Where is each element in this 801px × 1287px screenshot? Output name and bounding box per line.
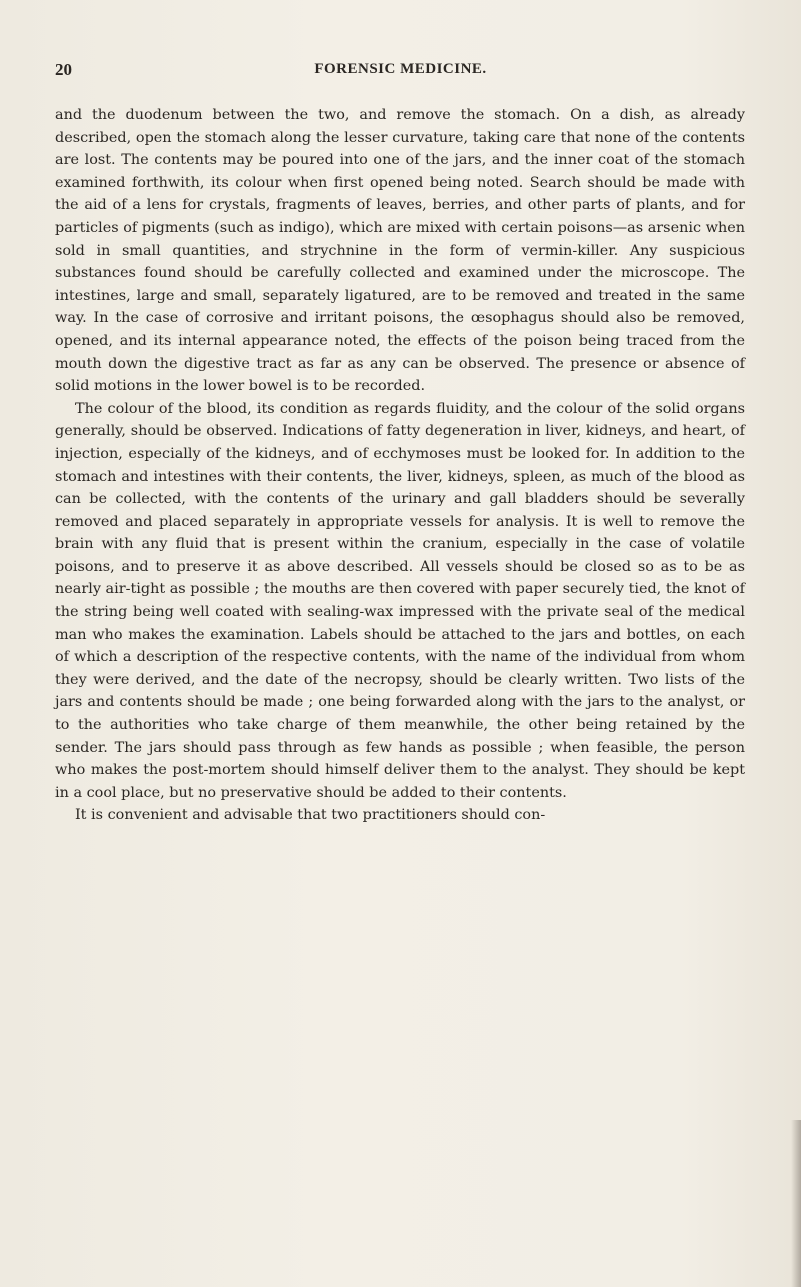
paragraph: The colour of the blood, its condition as regards fluidity, and the colour of the solid organs generally, should be observed. Indications of fatty degeneration in liver, kidneys, and heart, of injection, especially of the kidneys, and of ecchymoses must be looked for. In addition to the stomach and intestines with their contents, the liver, kidneys, spleen, as much of the blood as can be collected, with the contents of the urinary and gall bladders should be severally removed and placed separately in appropriate vessels for analysis. It is well to remove the brain with any fluid that is present within the cranium, especially in the case of volatile poisons, and to preserve it as above described. All vessels should be closed so as to be as nearly air-tight as possible ; the mouths are then covered with paper securely tied, the knot of the string being well coated with sealing-wax impressed with the private seal of the medical man who makes the examination. Labels should be attached to the jars and bottles, on each of which a description of the respective contents, with the name of the individual from whom they were derived, and the date of the necropsy, should be clearly written. Two lists of the jars and contents should be made ; one being forwarded along with the jars to the analyst, or to the authorities who take charge of them meanwhile, the other being retained by the sender. The jars should pass through as few hands as possible ; when feasible, the person who makes the post-mortem should himself deliver them to the analyst. They should be kept in a cool place, but no preservative should be added to their contents.	[55, 400, 745, 801]
paragraph: It is convenient and advisable that two practitioners should con-	[75, 807, 546, 824]
paragraph: and the duodenum between the two, and remove the stomach. On a dish, as already described, open the stomach along the lesser curvature, taking care that none of the contents are lost. The contents may be poured into one of the jars, and the inner coat of the stomach examined forthwith, its colour when first opened being noted. Search should be made with the aid of a lens for crystals, fragments of leaves, berries, and other parts of plants, and for particles of pigments (such as indigo), which are mixed with certain poisons—as arsenic when sold in small quantities, and strychnine in the form of vermin-killer. Any suspicious substances found should be carefully collected and examined under the microscope. The intestines, large and small, separately ligatured, are to be removed and treated in the same way. In the case of corrosive and irritant poisons, the œsophagus should also be removed, opened, and its internal appearance noted, the effects of the poison being traced from the mouth down the digestive tract as far as any can be observed. The presence or absence of solid motions in the lower bowel is to be recorded.	[55, 107, 745, 395]
body-text	[55, 104, 745, 827]
running-title: FORENSIC MEDICINE.	[314, 61, 487, 77]
page-header	[55, 60, 746, 84]
page-edge-shadow	[791, 1120, 801, 1287]
page-number: 20	[55, 60, 72, 79]
